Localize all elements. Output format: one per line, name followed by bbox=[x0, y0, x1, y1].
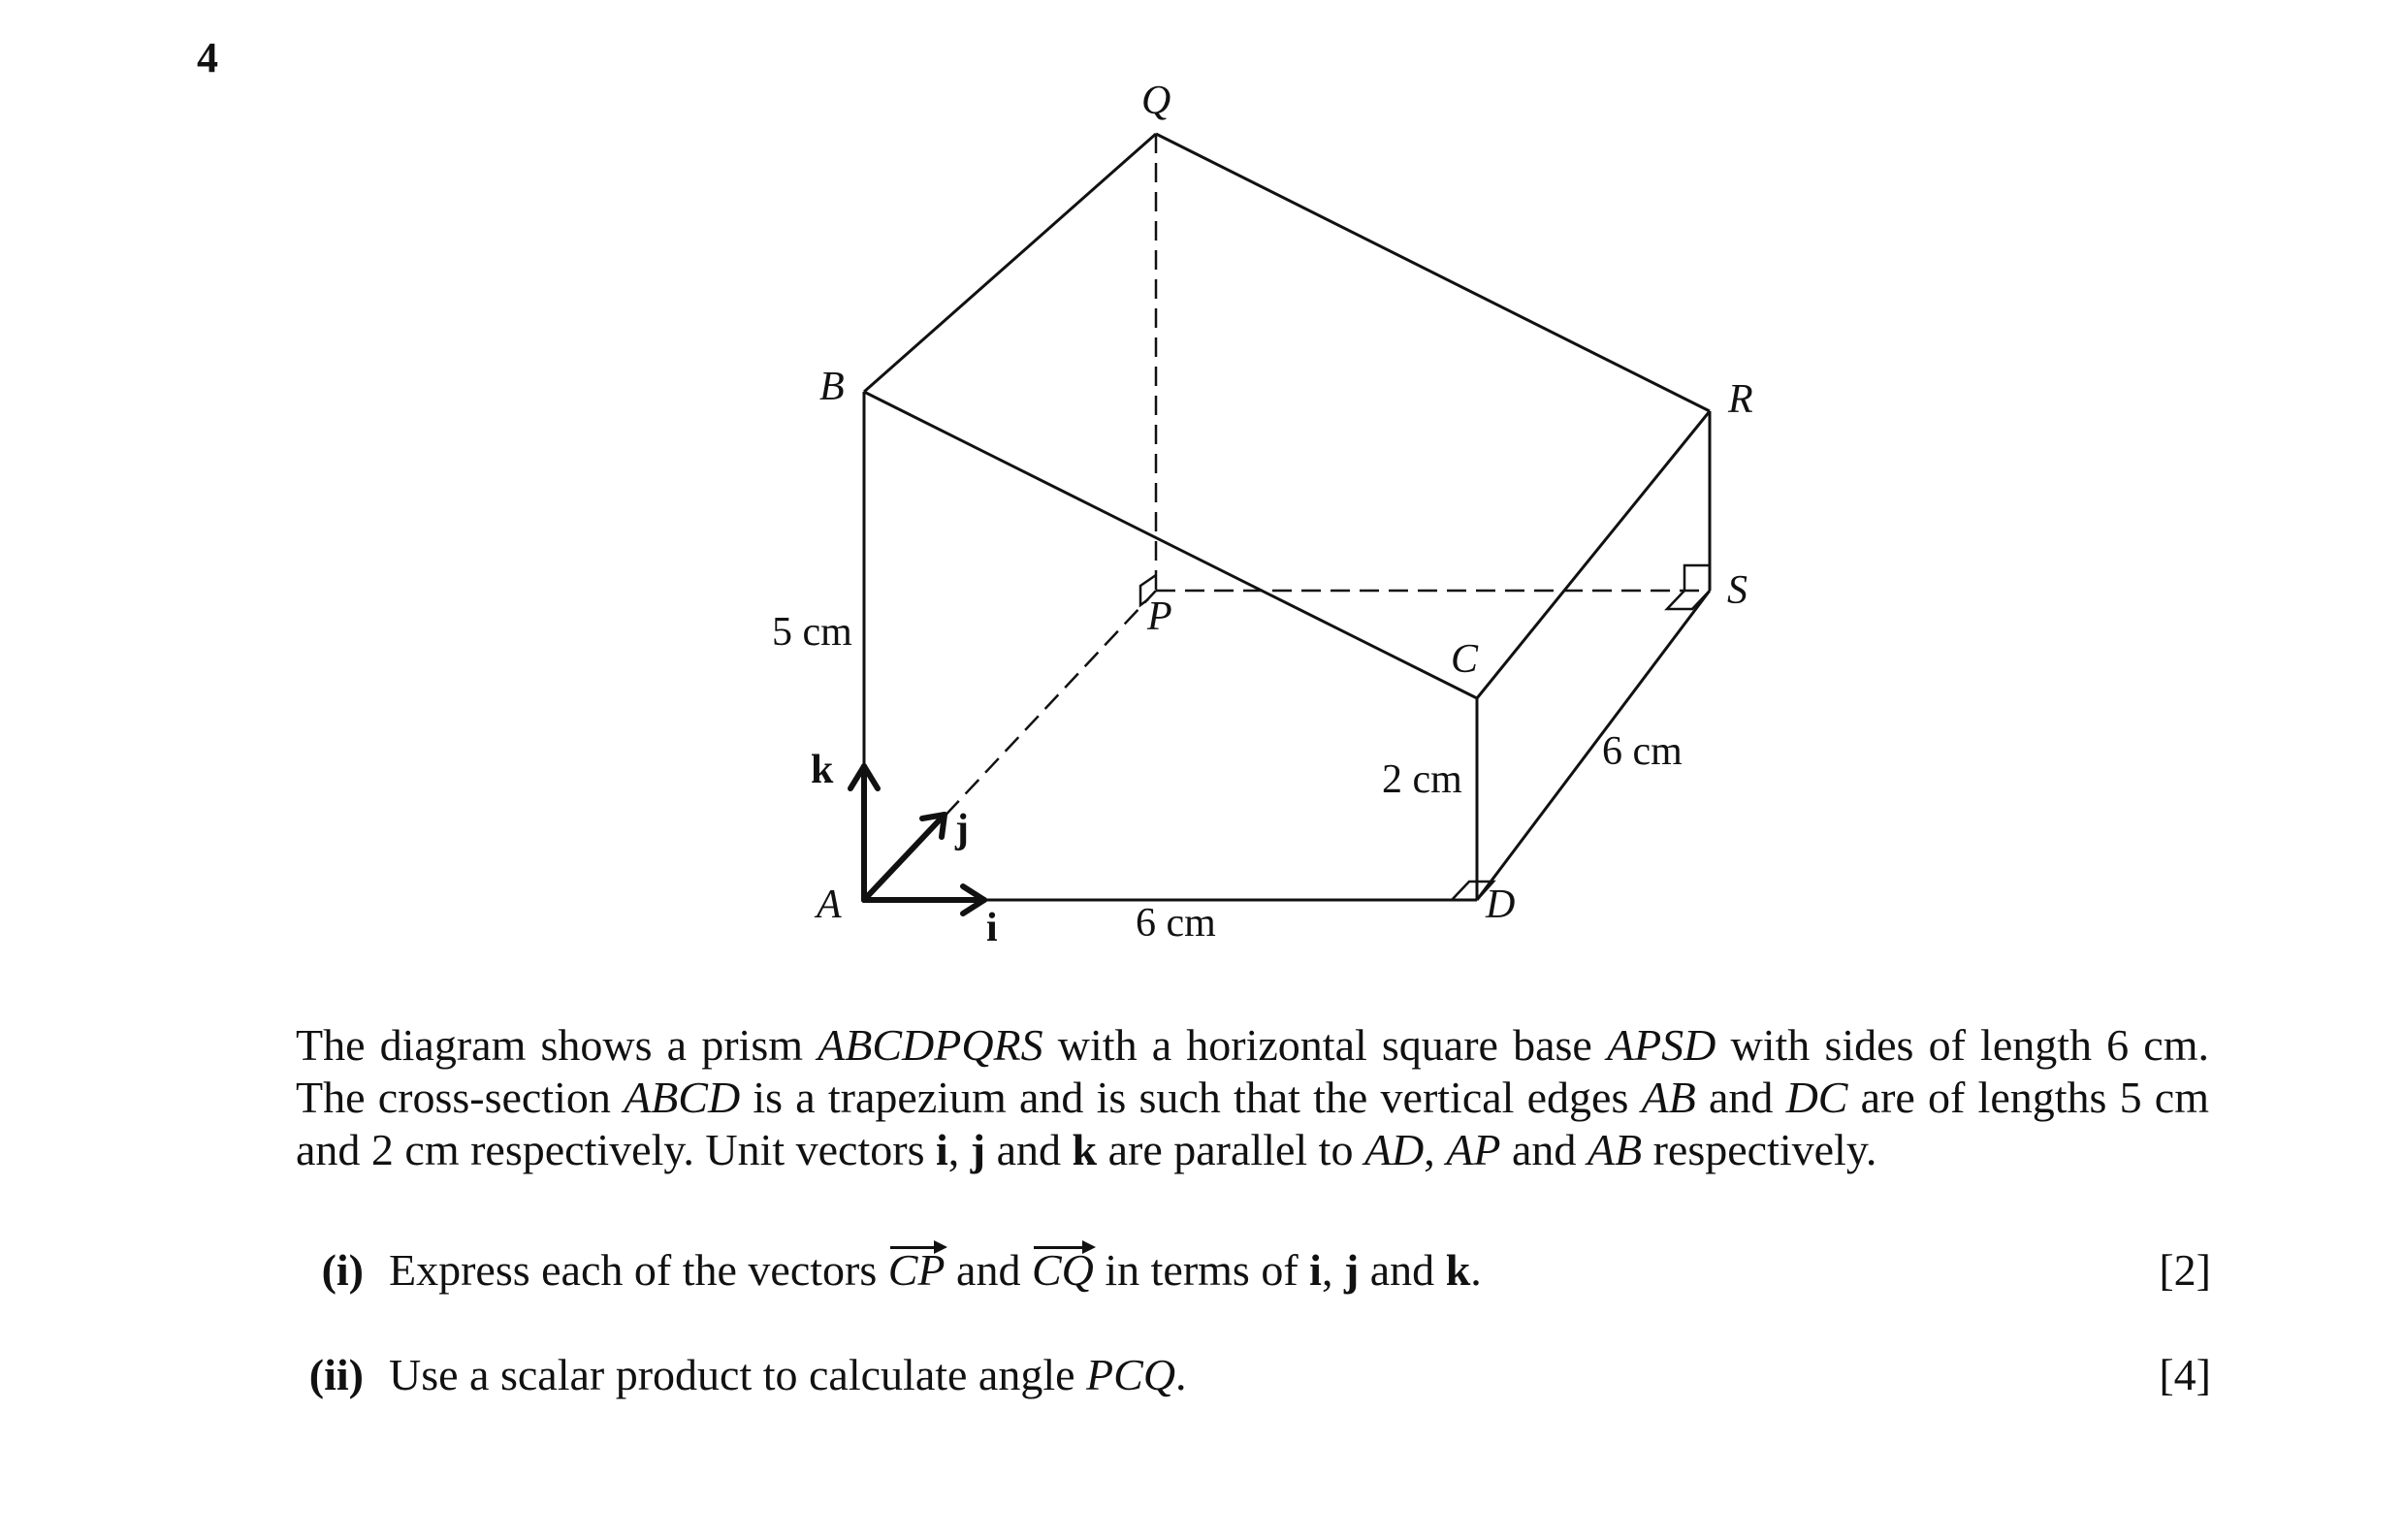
hidden-edges bbox=[866, 134, 1710, 900]
marks: [2] bbox=[2159, 1245, 2211, 1295]
visible-edges bbox=[864, 134, 1710, 900]
edge-CR bbox=[1477, 411, 1710, 698]
unit-vector-label-j: j bbox=[955, 807, 969, 851]
cross-section-name: ABCD bbox=[624, 1073, 741, 1122]
vector-CQ: CQ bbox=[1031, 1245, 1094, 1295]
length-label-DS: 6 cm bbox=[1602, 729, 1683, 774]
edge-QR bbox=[1156, 134, 1710, 411]
length-label-AB: 5 cm bbox=[772, 610, 852, 655]
question-description: The diagram shows a prism ABCDPQRS with a horizontal square base APSD with sides of length 6 cm. The cross-section ABCD is a trapezium and is such that the vertical edges AB and DC are of lengths 5 cm and 2 cm respectively. Unit vectors i, j and k are parallel to AD, AP and AB respectively. bbox=[296, 1020, 2210, 1174]
part-text: Use a scalar product to calculate angle PCQ. bbox=[389, 1350, 1187, 1399]
vector-CP: CP bbox=[887, 1245, 946, 1295]
edge-BQ bbox=[864, 134, 1156, 392]
arrow-j-shaft bbox=[864, 815, 945, 900]
edge-BC bbox=[864, 392, 1477, 698]
vertex-label-Q: Q bbox=[1141, 79, 1171, 123]
unit-vector-label-k: k bbox=[811, 748, 834, 792]
vertex-label-S: S bbox=[1727, 568, 1748, 613]
prism-name: ABCDPQRS bbox=[818, 1020, 1043, 1070]
right-angle-S bbox=[1684, 565, 1710, 591]
length-label-DC: 2 cm bbox=[1382, 757, 1462, 802]
vertex-label-P: P bbox=[1147, 594, 1172, 639]
part-text: Express each of the vectors CP and CQ in terms of i, j and k. bbox=[389, 1245, 1482, 1295]
part-number: (i) bbox=[321, 1245, 364, 1295]
vertex-label-D: D bbox=[1486, 882, 1516, 927]
base-name: APSD bbox=[1606, 1020, 1716, 1070]
angle-name: PCQ bbox=[1086, 1350, 1176, 1399]
vertex-label-C: C bbox=[1451, 637, 1479, 682]
question-number: 4 bbox=[197, 34, 218, 81]
part-number: (ii) bbox=[308, 1350, 364, 1399]
vertex-label-A: A bbox=[817, 882, 842, 927]
vertex-label-R: R bbox=[1728, 377, 1753, 422]
length-label-AD: 6 cm bbox=[1136, 901, 1216, 946]
marks: [4] bbox=[2159, 1350, 2211, 1399]
unit-vector-label-i: i bbox=[986, 906, 998, 950]
vertex-label-B: B bbox=[819, 365, 845, 409]
